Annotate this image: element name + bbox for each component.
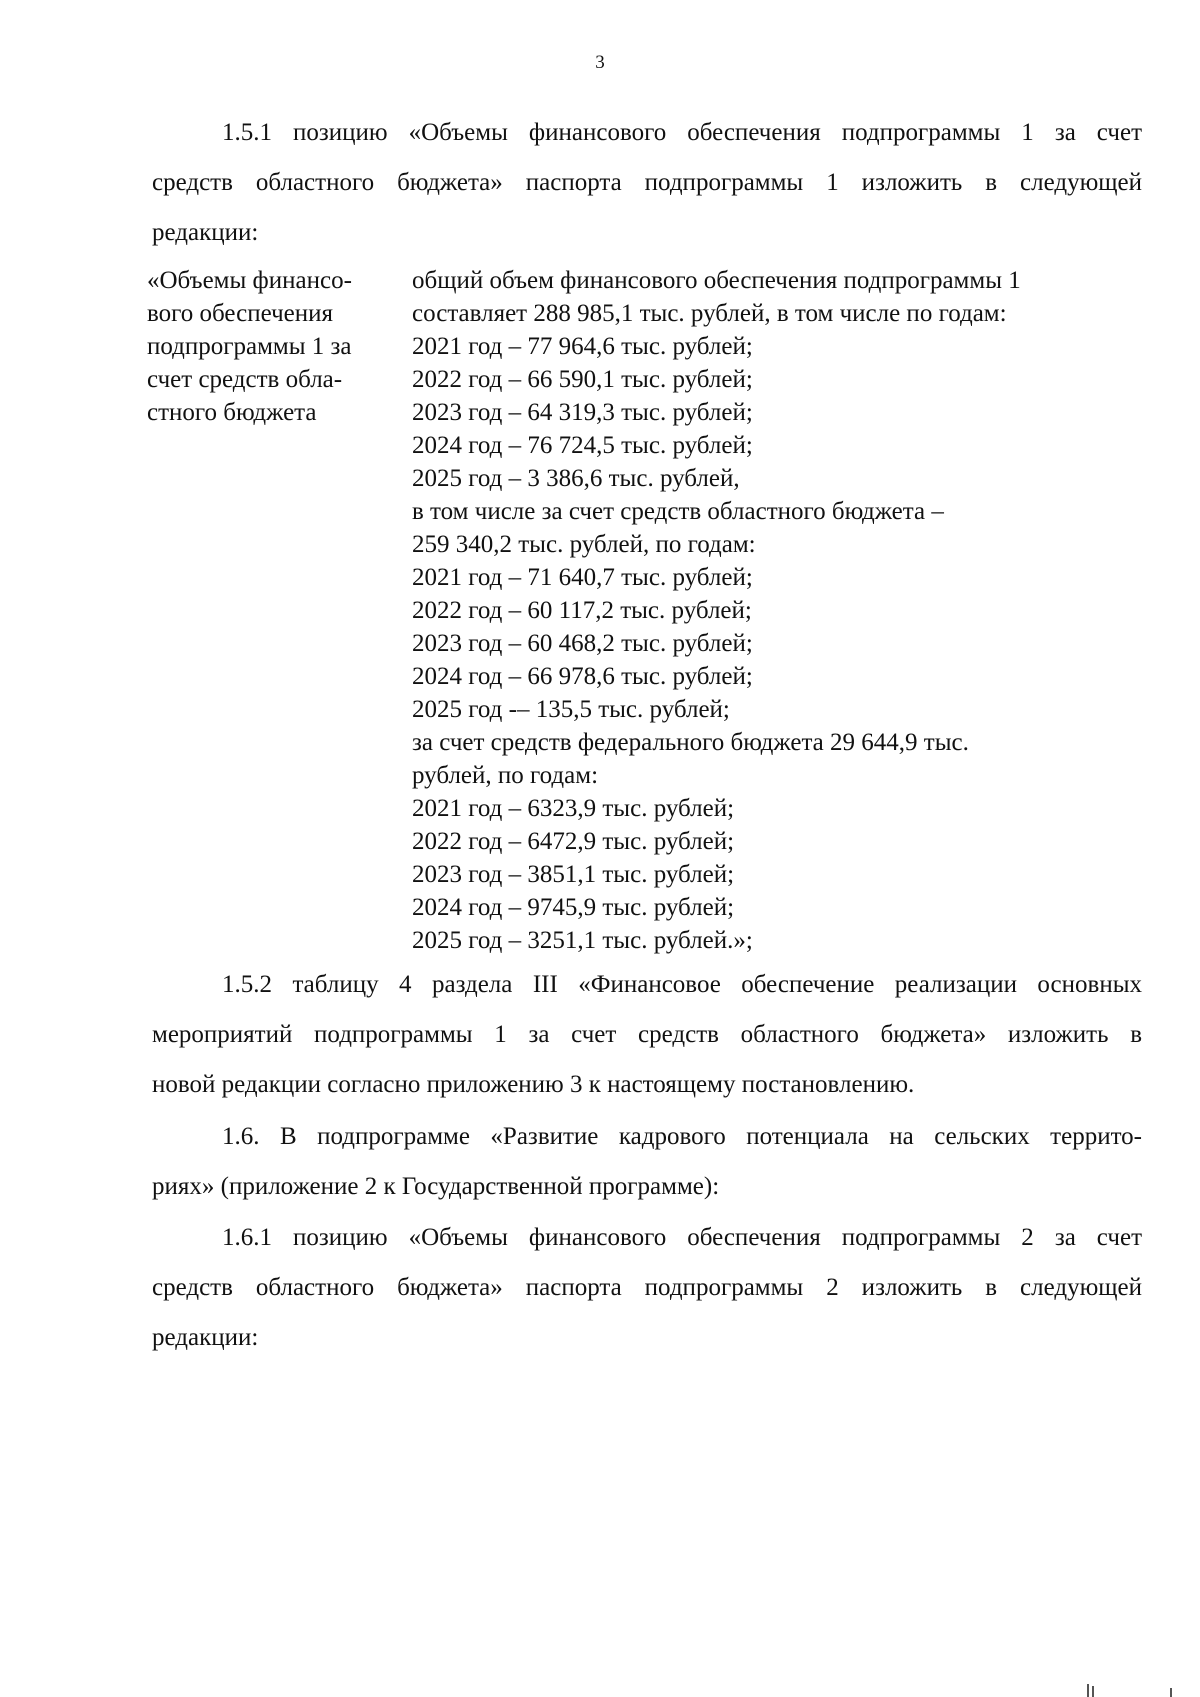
passport-right-line: рублей, по годам: bbox=[412, 762, 599, 789]
passport-right-line: 2022 год – 66 590,1 тыс. рублей; bbox=[412, 366, 753, 393]
passport-left-line: вого обеспечения bbox=[147, 300, 333, 327]
passport-right-line: 2023 год – 64 319,3 тыс. рублей; bbox=[412, 399, 753, 426]
passport-right-line: 2023 год – 3851,1 тыс. рублей; bbox=[412, 861, 735, 888]
passport-right-line: 2024 год – 66 978,6 тыс. рублей; bbox=[412, 663, 753, 690]
paragraph-line: 1.5.1 позицию «Объемы финансового обеспечения подпрограммы 1 за счет bbox=[222, 119, 1142, 146]
passport-left-line: стного бюджета bbox=[147, 399, 317, 426]
passport-right-line: 2024 год – 9745,9 тыс. рублей; bbox=[412, 894, 735, 921]
scan-artifact bbox=[1087, 1684, 1089, 1697]
paragraph-line: средств областного бюджета» паспорта подпрограммы 2 изложить в следующей bbox=[152, 1274, 1142, 1301]
paragraph-line: 1.6.1 позицию «Объемы финансового обеспечения подпрограммы 2 за счет bbox=[222, 1224, 1142, 1251]
page-number: 3 bbox=[595, 52, 605, 73]
passport-left-line: «Объемы финансо- bbox=[147, 267, 352, 294]
passport-right-line: 2025 год -– 135,5 тыс. рублей; bbox=[412, 696, 730, 723]
passport-right-column bbox=[412, 264, 1147, 957]
scan-artifact bbox=[1092, 1686, 1094, 1697]
paragraph-line: риях» (приложение 2 к Государственной программе): bbox=[152, 1173, 720, 1200]
passport-right-line: 2025 год – 3251,1 тыс. рублей.»; bbox=[412, 927, 753, 954]
paragraph-line: редакции: bbox=[152, 219, 259, 246]
passport-right-line: 2021 год – 77 964,6 тыс. рублей; bbox=[412, 333, 753, 360]
paragraph-line: новой редакции согласно приложению 3 к настоящему постановлению. bbox=[152, 1071, 915, 1098]
passport-right-line: 2023 год – 60 468,2 тыс. рублей; bbox=[412, 630, 753, 657]
passport-left-line: подпрограммы 1 за bbox=[147, 333, 352, 360]
passport-right-line: составляет 288 985,1 тыс. рублей, в том числе по годам: bbox=[412, 300, 1007, 327]
passport-right-line: 2021 год – 6323,9 тыс. рублей; bbox=[412, 795, 735, 822]
paragraph-1-6 bbox=[152, 1112, 1142, 1212]
passport-right-line: в том числе за счет средств областного бюджета – bbox=[412, 498, 944, 525]
passport-right-line: 2025 год – 3 386,6 тыс. рублей, bbox=[412, 465, 740, 492]
passport-left-line: счет средств обла- bbox=[147, 366, 343, 393]
passport-right-line: 259 340,2 тыс. рублей, по годам: bbox=[412, 531, 756, 558]
paragraph-line: редакции: bbox=[152, 1324, 259, 1351]
paragraph-1-5-2 bbox=[152, 960, 1142, 1110]
passport-right-line: 2022 год – 60 117,2 тыс. рублей; bbox=[412, 597, 752, 624]
paragraph-line: 1.5.2 таблицу 4 раздела III «Финансовое обеспечение реализации основных bbox=[222, 971, 1142, 998]
passport-right-line: 2024 год – 76 724,5 тыс. рублей; bbox=[412, 432, 753, 459]
passport-right-line: 2022 год – 6472,9 тыс. рублей; bbox=[412, 828, 735, 855]
paragraph-1-6-1 bbox=[152, 1213, 1142, 1363]
paragraph-line: средств областного бюджета» паспорта подпрограммы 1 изложить в следующей bbox=[152, 169, 1142, 196]
scan-artifact bbox=[1170, 1688, 1172, 1697]
passport-left-column bbox=[147, 264, 387, 429]
paragraph-line: мероприятий подпрограммы 1 за счет средств областного бюджета» изложить в bbox=[152, 1021, 1142, 1048]
passport-right-line: 2021 год – 71 640,7 тыс. рублей; bbox=[412, 564, 753, 591]
passport-right-line: за счет средств федерального бюджета 29 644,9 тыс. bbox=[412, 729, 969, 756]
passport-right-line: общий объем финансового обеспечения подпрограммы 1 bbox=[412, 267, 1021, 294]
paragraph-1-5-1 bbox=[152, 108, 1142, 258]
paragraph-line: 1.6. В подпрограмме «Развитие кадрового потенциала на сельских террито- bbox=[222, 1123, 1142, 1150]
